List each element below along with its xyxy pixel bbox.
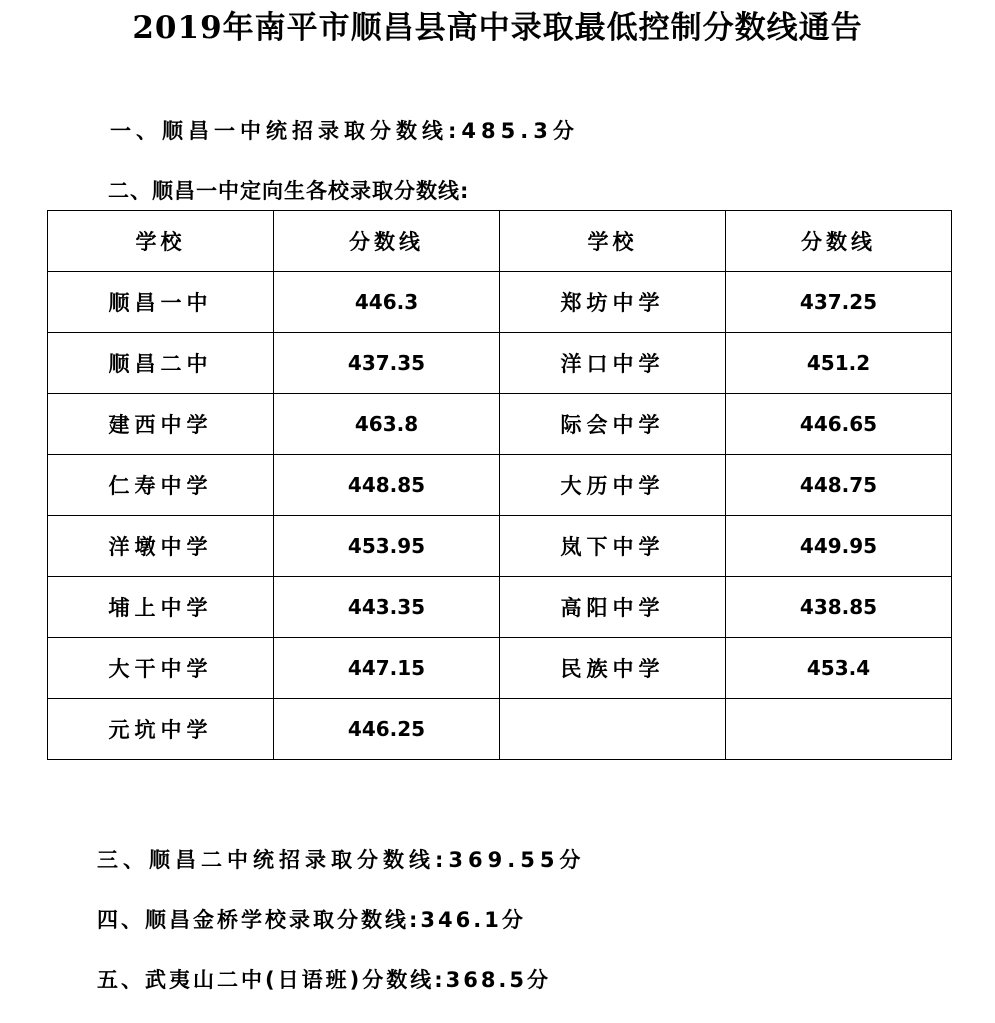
school-score: 463.8 (274, 394, 500, 455)
page-title: 2019年南平市顺昌县高中录取最低控制分数线通告 (132, 10, 863, 46)
school-score: 437.35 (274, 333, 500, 394)
school-score: 449.95 (726, 516, 952, 577)
table-row (48, 272, 952, 333)
school-name: 洋口中学 (500, 333, 726, 394)
column-header-score: 分数线 (274, 211, 500, 272)
column-header-score: 分数线 (726, 211, 952, 272)
school-score: 447.15 (274, 638, 500, 699)
table-row (48, 333, 952, 394)
column-header-school: 学校 (500, 211, 726, 272)
school-name: 仁寿中学 (48, 455, 274, 516)
school-score: 453.4 (726, 638, 952, 699)
school-name: 大历中学 (500, 455, 726, 516)
school-name: 洋墩中学 (48, 516, 274, 577)
table-row (48, 577, 952, 638)
school-score: 451.2 (726, 333, 952, 394)
school-name: 民族中学 (500, 638, 726, 699)
table-row (48, 699, 952, 760)
table-row (48, 516, 952, 577)
school-score-empty (726, 699, 952, 760)
item-third-score: 三、顺昌二中统招录取分数线:369.55分 (97, 848, 586, 872)
table-row (48, 638, 952, 699)
school-score: 446.3 (274, 272, 500, 333)
item-first-score: 一、顺昌一中统招录取分数线:485.3分 (110, 119, 579, 143)
school-name: 元坑中学 (48, 699, 274, 760)
school-name: 岚下中学 (500, 516, 726, 577)
table-header-row (48, 211, 952, 272)
item-fifth-score: 五、武夷山二中(日语班)分数线:368.5分 (97, 968, 552, 992)
school-score: 446.25 (274, 699, 500, 760)
column-header-school: 学校 (48, 211, 274, 272)
school-name: 高阳中学 (500, 577, 726, 638)
table-row (48, 455, 952, 516)
school-score: 437.25 (726, 272, 952, 333)
school-score: 446.65 (726, 394, 952, 455)
school-name: 郑坊中学 (500, 272, 726, 333)
school-score: 448.75 (726, 455, 952, 516)
score-table (47, 210, 952, 760)
school-name: 际会中学 (500, 394, 726, 455)
school-name-empty (500, 699, 726, 760)
school-name: 建西中学 (48, 394, 274, 455)
item-fourth-score: 四、顺昌金桥学校录取分数线:346.1分 (97, 908, 526, 932)
school-name: 大干中学 (48, 638, 274, 699)
school-score: 453.95 (274, 516, 500, 577)
item-second-heading: 二、顺昌一中定向生各校录取分数线: (108, 179, 470, 203)
school-score: 448.85 (274, 455, 500, 516)
school-name: 顺昌一中 (48, 272, 274, 333)
table-row (48, 394, 952, 455)
school-name: 埔上中学 (48, 577, 274, 638)
school-score: 438.85 (726, 577, 952, 638)
school-score: 443.35 (274, 577, 500, 638)
school-name: 顺昌二中 (48, 333, 274, 394)
